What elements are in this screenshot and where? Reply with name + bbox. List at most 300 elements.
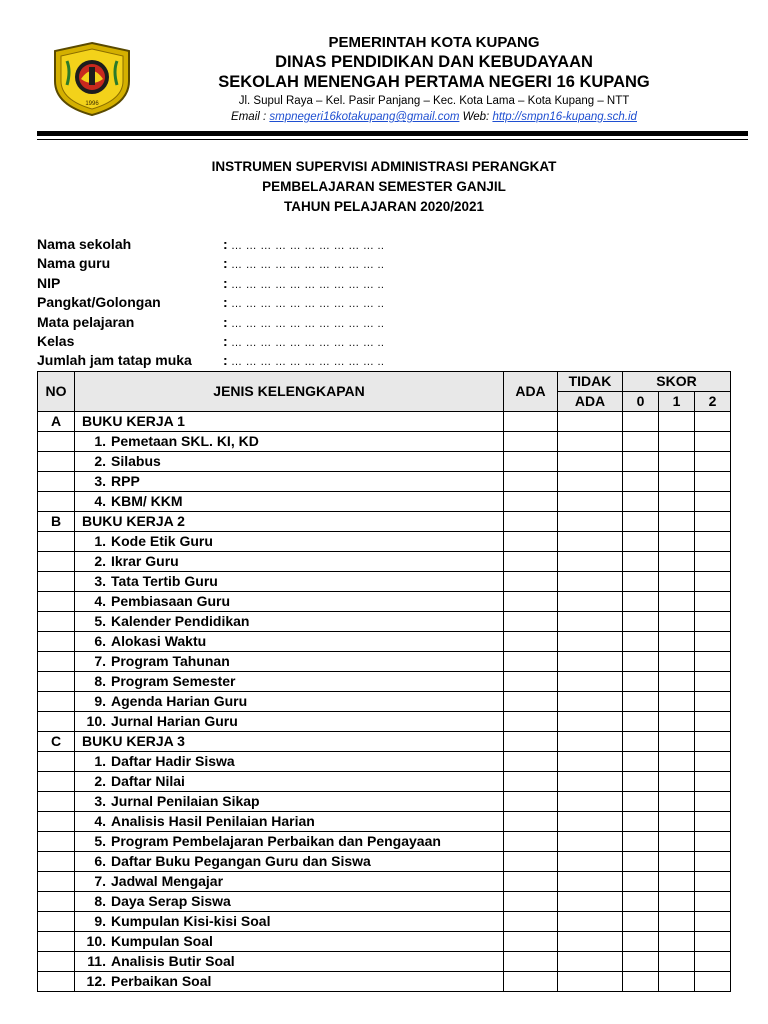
skor-2-cell[interactable] xyxy=(695,552,731,572)
city-coat-of-arms-icon xyxy=(51,41,133,117)
info-field-colon: : xyxy=(223,352,228,369)
skor-1-cell[interactable] xyxy=(659,872,695,892)
item-label: Jurnal Harian Guru xyxy=(111,713,238,729)
tidak-ada-cell[interactable] xyxy=(558,852,623,872)
row-no: B xyxy=(38,512,75,532)
skor-1-cell[interactable] xyxy=(659,952,695,972)
tidak-ada-cell[interactable] xyxy=(558,432,623,452)
ada-cell[interactable] xyxy=(504,972,558,992)
item-number: 6. xyxy=(94,853,106,869)
row-no xyxy=(38,552,75,572)
info-field-row xyxy=(37,254,384,273)
info-field-label: Pangkat/Golongan xyxy=(37,294,161,311)
skor-0-cell[interactable] xyxy=(623,632,659,652)
item-number: 12. xyxy=(86,973,106,989)
ada-cell[interactable] xyxy=(504,512,558,532)
item-number: 6. xyxy=(94,633,106,649)
skor-1-cell[interactable] xyxy=(659,492,695,512)
tidak-ada-cell[interactable] xyxy=(558,572,623,592)
table-row xyxy=(38,812,731,832)
skor-0-cell[interactable] xyxy=(623,532,659,552)
ada-cell[interactable] xyxy=(504,712,558,732)
letterhead-divider-thin xyxy=(37,139,748,140)
skor-1-cell[interactable] xyxy=(659,512,695,532)
item-number: 2. xyxy=(94,773,106,789)
document-title xyxy=(37,157,731,217)
skor-0-cell[interactable] xyxy=(623,652,659,672)
row-no xyxy=(38,972,75,992)
ada-cell[interactable] xyxy=(504,452,558,472)
skor-2-cell[interactable] xyxy=(695,732,731,752)
skor-2-cell[interactable] xyxy=(695,972,731,992)
skor-1-cell[interactable] xyxy=(659,792,695,812)
tidak-ada-cell[interactable] xyxy=(558,552,623,572)
tidak-ada-cell[interactable] xyxy=(558,632,623,652)
tidak-ada-cell[interactable] xyxy=(558,652,623,672)
skor-0-cell[interactable] xyxy=(623,552,659,572)
info-field-colon: : xyxy=(223,313,228,330)
skor-1-cell[interactable] xyxy=(659,652,695,672)
skor-1-cell[interactable] xyxy=(659,892,695,912)
tidak-ada-cell[interactable] xyxy=(558,512,623,532)
row-no xyxy=(38,452,75,472)
skor-2-cell[interactable] xyxy=(695,672,731,692)
ada-cell[interactable] xyxy=(504,492,558,512)
header-skor-1: 1 xyxy=(659,392,695,412)
item-cell xyxy=(75,972,504,992)
header-skor-0: 0 xyxy=(623,392,659,412)
item-cell xyxy=(75,472,504,492)
ada-cell[interactable] xyxy=(504,872,558,892)
item-cell xyxy=(75,432,504,452)
ada-cell[interactable] xyxy=(504,852,558,872)
skor-1-cell[interactable] xyxy=(659,532,695,552)
ada-cell[interactable] xyxy=(504,792,558,812)
ada-cell[interactable] xyxy=(504,652,558,672)
table-row xyxy=(38,672,731,692)
skor-1-cell[interactable] xyxy=(659,912,695,932)
ada-cell[interactable] xyxy=(504,692,558,712)
skor-2-cell[interactable] xyxy=(695,832,731,852)
ada-cell[interactable] xyxy=(504,432,558,452)
skor-0-cell[interactable] xyxy=(623,772,659,792)
skor-0-cell[interactable] xyxy=(623,432,659,452)
skor-0-cell[interactable] xyxy=(623,672,659,692)
skor-0-cell[interactable] xyxy=(623,612,659,632)
ada-cell[interactable] xyxy=(504,892,558,912)
info-field-label: NIP xyxy=(37,274,61,291)
tidak-ada-cell[interactable] xyxy=(558,412,623,432)
item-number: 7. xyxy=(94,653,106,669)
email-label: Email : xyxy=(231,111,270,123)
tidak-ada-cell[interactable] xyxy=(558,472,623,492)
ada-cell[interactable] xyxy=(504,412,558,432)
skor-2-cell[interactable] xyxy=(695,812,731,832)
row-no: A xyxy=(38,412,75,432)
tidak-ada-cell[interactable] xyxy=(558,692,623,712)
row-no xyxy=(38,632,75,652)
ada-cell[interactable] xyxy=(504,732,558,752)
skor-2-cell[interactable] xyxy=(695,772,731,792)
item-label: Tata Tertib Guru xyxy=(111,573,218,589)
info-field-value[interactable]: … … … … … … … … … … .. xyxy=(231,240,385,252)
item-number: 4. xyxy=(94,813,106,829)
table-row xyxy=(38,892,731,912)
item-label: Perbaikan Soal xyxy=(111,973,212,989)
item-number: 3. xyxy=(94,573,106,589)
skor-2-cell[interactable] xyxy=(695,892,731,912)
skor-1-cell[interactable] xyxy=(659,732,695,752)
row-no xyxy=(38,712,75,732)
table-row xyxy=(38,852,731,872)
table-row xyxy=(38,772,731,792)
ada-cell[interactable] xyxy=(504,472,558,492)
tidak-ada-cell[interactable] xyxy=(558,872,623,892)
item-cell xyxy=(75,572,504,592)
skor-1-cell[interactable] xyxy=(659,472,695,492)
item-label: Agenda Harian Guru xyxy=(111,693,248,709)
table-row xyxy=(38,692,731,712)
row-no xyxy=(38,952,75,972)
skor-0-cell[interactable] xyxy=(623,812,659,832)
skor-2-cell[interactable] xyxy=(695,932,731,952)
table-row xyxy=(38,552,731,572)
item-number: 10. xyxy=(86,713,106,729)
table-row xyxy=(38,952,731,972)
item-label: Analisis Hasil Penilaian Harian xyxy=(111,813,315,829)
row-no xyxy=(38,532,75,552)
item-label: Alokasi Waktu xyxy=(111,633,207,649)
info-field-value[interactable]: … … … … … … … … … … .. xyxy=(231,317,385,330)
info-field-colon: : xyxy=(223,236,228,252)
skor-0-cell[interactable] xyxy=(623,752,659,772)
item-number: 3. xyxy=(94,793,106,809)
tidak-ada-cell[interactable] xyxy=(558,752,623,772)
tidak-ada-cell[interactable] xyxy=(558,972,623,992)
skor-1-cell[interactable] xyxy=(659,752,695,772)
ada-cell[interactable] xyxy=(504,532,558,552)
skor-1-cell[interactable] xyxy=(659,412,695,432)
skor-2-cell[interactable] xyxy=(695,472,731,492)
ada-cell[interactable] xyxy=(504,932,558,952)
skor-2-cell[interactable] xyxy=(695,872,731,892)
skor-1-cell[interactable] xyxy=(659,572,695,592)
table-row xyxy=(38,632,731,652)
letterhead-address: Jl. Supul Raya – Kel. Pasir Panjang – Kec. Kota Lama – Kota Kupang – NTT xyxy=(238,95,630,107)
row-no xyxy=(38,752,75,772)
item-cell xyxy=(75,612,504,632)
tidak-ada-cell[interactable] xyxy=(558,892,623,912)
row-no xyxy=(38,892,75,912)
tidak-ada-cell[interactable] xyxy=(558,732,623,752)
section-title: BUKU KERJA 1 xyxy=(75,412,504,432)
skor-0-cell[interactable] xyxy=(623,892,659,912)
web-link[interactable]: http://smpn16-kupang.sch.id xyxy=(492,111,637,123)
header-skor: SKOR xyxy=(623,372,731,392)
item-cell xyxy=(75,912,504,932)
item-label: Jurnal Penilaian Sikap xyxy=(111,793,260,809)
item-number: 9. xyxy=(94,913,106,929)
row-no xyxy=(38,472,75,492)
skor-0-cell[interactable] xyxy=(623,792,659,812)
skor-1-cell[interactable] xyxy=(659,972,695,992)
skor-0-cell[interactable] xyxy=(623,952,659,972)
table-row xyxy=(38,832,731,852)
identity-fields xyxy=(37,235,384,371)
letterhead-contact xyxy=(140,109,728,125)
skor-2-cell[interactable] xyxy=(695,712,731,732)
item-number: 8. xyxy=(94,893,106,909)
skor-1-cell[interactable] xyxy=(659,452,695,472)
item-number: 2. xyxy=(94,453,106,469)
item-cell xyxy=(75,592,504,612)
table-row xyxy=(38,972,731,992)
skor-2-cell[interactable] xyxy=(695,652,731,672)
row-no xyxy=(38,772,75,792)
letterhead xyxy=(140,34,728,125)
tidak-ada-cell[interactable] xyxy=(558,712,623,732)
row-no xyxy=(38,872,75,892)
row-no xyxy=(38,832,75,852)
skor-1-cell[interactable] xyxy=(659,772,695,792)
web-label: Web: xyxy=(459,111,493,123)
skor-0-cell[interactable] xyxy=(623,412,659,432)
skor-0-cell[interactable] xyxy=(623,912,659,932)
ada-cell[interactable] xyxy=(504,632,558,652)
item-label: Jadwal Mengajar xyxy=(111,873,224,889)
skor-1-cell[interactable] xyxy=(659,632,695,652)
skor-2-cell[interactable] xyxy=(695,572,731,592)
item-number: 1. xyxy=(94,433,106,449)
section-title: BUKU KERJA 2 xyxy=(75,512,504,532)
skor-2-cell[interactable] xyxy=(695,512,731,532)
item-label: Daftar Hadir Siswa xyxy=(111,753,235,769)
row-no xyxy=(38,432,75,452)
skor-1-cell[interactable] xyxy=(659,832,695,852)
table-row xyxy=(38,932,731,952)
item-number: 5. xyxy=(94,833,106,849)
header-skor-2: 2 xyxy=(695,392,731,412)
item-cell xyxy=(75,712,504,732)
info-field-row xyxy=(37,351,384,370)
header-tidak-ada: ADA xyxy=(558,392,623,412)
header-no: NO xyxy=(38,372,75,412)
tidak-ada-cell[interactable] xyxy=(558,452,623,472)
row-no xyxy=(38,692,75,712)
item-cell xyxy=(75,492,504,512)
item-cell xyxy=(75,932,504,952)
item-label: Daftar Buku Pegangan Guru dan Siswa xyxy=(111,853,371,869)
table-row xyxy=(38,432,731,452)
info-field-label: Nama sekolah xyxy=(37,236,132,252)
table-row xyxy=(38,472,731,492)
tidak-ada-cell[interactable] xyxy=(558,832,623,852)
ada-cell[interactable] xyxy=(504,552,558,572)
item-label: Program Pembelajaran Perbaikan dan Pengayaan xyxy=(111,833,441,849)
letterhead-school: SEKOLAH MENENGAH PERTAMA NEGERI 16 KUPANG xyxy=(218,73,650,91)
info-field-value[interactable]: … … … … … … … … … … .. xyxy=(231,336,385,349)
tidak-ada-cell[interactable] xyxy=(558,492,623,512)
title-line-3: TAHUN PELAJARAN 2020/2021 xyxy=(283,199,485,214)
skor-1-cell[interactable] xyxy=(659,692,695,712)
skor-1-cell[interactable] xyxy=(659,612,695,632)
table-row xyxy=(38,712,731,732)
skor-2-cell[interactable] xyxy=(695,432,731,452)
info-field-row xyxy=(37,332,384,351)
table-row xyxy=(38,652,731,672)
item-cell xyxy=(75,652,504,672)
skor-2-cell[interactable] xyxy=(695,612,731,632)
table-row xyxy=(38,532,731,552)
table-row xyxy=(38,592,731,612)
item-number: 7. xyxy=(94,873,106,889)
row-no xyxy=(38,792,75,812)
item-label: Daftar Nilai xyxy=(111,773,185,789)
info-field-value[interactable]: … … … … … … … … … … .. xyxy=(231,259,385,272)
info-field-colon: : xyxy=(223,332,228,349)
ada-cell[interactable] xyxy=(504,952,558,972)
skor-2-cell[interactable] xyxy=(695,852,731,872)
item-cell xyxy=(75,532,504,552)
ada-cell[interactable] xyxy=(504,772,558,792)
item-number: 1. xyxy=(94,533,106,549)
tidak-ada-cell[interactable] xyxy=(558,532,623,552)
skor-2-cell[interactable] xyxy=(695,532,731,552)
item-cell xyxy=(75,832,504,852)
ada-cell[interactable] xyxy=(504,672,558,692)
item-number: 8. xyxy=(94,673,106,689)
item-label: KBM/ KKM xyxy=(111,493,183,509)
item-label: Kumpulan Soal xyxy=(111,933,213,949)
ada-cell[interactable] xyxy=(504,572,558,592)
item-label: Daya Serap Siswa xyxy=(111,893,231,909)
skor-0-cell[interactable] xyxy=(623,852,659,872)
skor-2-cell[interactable] xyxy=(695,692,731,712)
supervision-table xyxy=(37,371,731,992)
skor-0-cell[interactable] xyxy=(623,872,659,892)
item-number: 4. xyxy=(94,493,106,509)
skor-2-cell[interactable] xyxy=(695,452,731,472)
row-no xyxy=(38,932,75,952)
section-row xyxy=(38,512,731,532)
skor-0-cell[interactable] xyxy=(623,712,659,732)
email-link[interactable]: smpnegeri16kotakupang@gmail.com xyxy=(269,111,460,123)
info-field-label: Nama guru xyxy=(37,255,111,272)
item-cell xyxy=(75,772,504,792)
tidak-ada-cell[interactable] xyxy=(558,812,623,832)
letterhead-government: PEMERINTAH KOTA KUPANG xyxy=(328,34,540,51)
skor-0-cell[interactable] xyxy=(623,572,659,592)
skor-2-cell[interactable] xyxy=(695,752,731,772)
skor-0-cell[interactable] xyxy=(623,972,659,992)
skor-2-cell[interactable] xyxy=(695,632,731,652)
item-label: RPP xyxy=(111,473,140,489)
item-number: 1. xyxy=(94,753,106,769)
item-label: Pembiasaan Guru xyxy=(111,593,231,609)
title-line-2: PEMBELAJARAN SEMESTER GANJIL xyxy=(262,179,506,194)
item-label: Program Semester xyxy=(111,673,236,689)
skor-0-cell[interactable] xyxy=(623,452,659,472)
item-label: Kalender Pendidikan xyxy=(111,613,250,629)
skor-1-cell[interactable] xyxy=(659,592,695,612)
item-number: 9. xyxy=(94,693,106,709)
skor-2-cell[interactable] xyxy=(695,592,731,612)
skor-0-cell[interactable] xyxy=(623,592,659,612)
item-cell xyxy=(75,672,504,692)
tidak-ada-cell[interactable] xyxy=(558,952,623,972)
ada-cell[interactable] xyxy=(504,752,558,772)
tidak-ada-cell[interactable] xyxy=(558,612,623,632)
item-cell xyxy=(75,632,504,652)
skor-1-cell[interactable] xyxy=(659,432,695,452)
row-no xyxy=(38,612,75,632)
skor-0-cell[interactable] xyxy=(623,732,659,752)
skor-1-cell[interactable] xyxy=(659,812,695,832)
tidak-ada-cell[interactable] xyxy=(558,792,623,812)
ada-cell[interactable] xyxy=(504,812,558,832)
table-row xyxy=(38,452,731,472)
skor-0-cell[interactable] xyxy=(623,472,659,492)
skor-1-cell[interactable] xyxy=(659,852,695,872)
row-no xyxy=(38,572,75,592)
item-label: Ikrar Guru xyxy=(111,553,179,569)
info-field-colon: : xyxy=(223,255,228,272)
skor-2-cell[interactable] xyxy=(695,792,731,812)
info-field-value[interactable]: … … … … … … … … … … .. xyxy=(231,278,385,291)
item-label: Pemetaan SKL. KI, KD xyxy=(111,433,259,449)
skor-1-cell[interactable] xyxy=(659,932,695,952)
item-label: Kode Etik Guru xyxy=(111,533,213,549)
tidak-ada-cell[interactable] xyxy=(558,932,623,952)
tidak-ada-cell[interactable] xyxy=(558,912,623,932)
ada-cell[interactable] xyxy=(504,612,558,632)
tidak-ada-cell[interactable] xyxy=(558,592,623,612)
info-field-value[interactable]: … … … … … … … … … … .. xyxy=(231,356,385,369)
info-field-row xyxy=(37,313,384,332)
skor-0-cell[interactable] xyxy=(623,692,659,712)
tidak-ada-cell[interactable] xyxy=(558,672,623,692)
item-number: 4. xyxy=(94,593,106,609)
table-row xyxy=(38,752,731,772)
item-cell xyxy=(75,952,504,972)
skor-2-cell[interactable] xyxy=(695,412,731,432)
skor-2-cell[interactable] xyxy=(695,912,731,932)
skor-0-cell[interactable] xyxy=(623,492,659,512)
ada-cell[interactable] xyxy=(504,912,558,932)
tidak-ada-cell[interactable] xyxy=(558,772,623,792)
item-label: Program Tahunan xyxy=(111,653,230,669)
info-field-value[interactable]: … … … … … … … … … … .. xyxy=(231,298,385,311)
table-row xyxy=(38,612,731,632)
skor-0-cell[interactable] xyxy=(623,512,659,532)
item-label: Silabus xyxy=(111,453,161,469)
item-cell xyxy=(75,852,504,872)
ada-cell[interactable] xyxy=(504,592,558,612)
skor-2-cell[interactable] xyxy=(695,952,731,972)
info-field-colon: : xyxy=(223,294,228,311)
table-row xyxy=(38,872,731,892)
title-line-1: INSTRUMEN SUPERVISI ADMINISTRASI PERANGKAT xyxy=(211,159,557,174)
skor-1-cell[interactable] xyxy=(659,672,695,692)
skor-1-cell[interactable] xyxy=(659,552,695,572)
skor-1-cell[interactable] xyxy=(659,712,695,732)
item-cell xyxy=(75,752,504,772)
ada-cell[interactable] xyxy=(504,832,558,852)
skor-2-cell[interactable] xyxy=(695,492,731,512)
skor-0-cell[interactable] xyxy=(623,832,659,852)
header-tidak: TIDAK xyxy=(558,372,623,392)
skor-0-cell[interactable] xyxy=(623,932,659,952)
